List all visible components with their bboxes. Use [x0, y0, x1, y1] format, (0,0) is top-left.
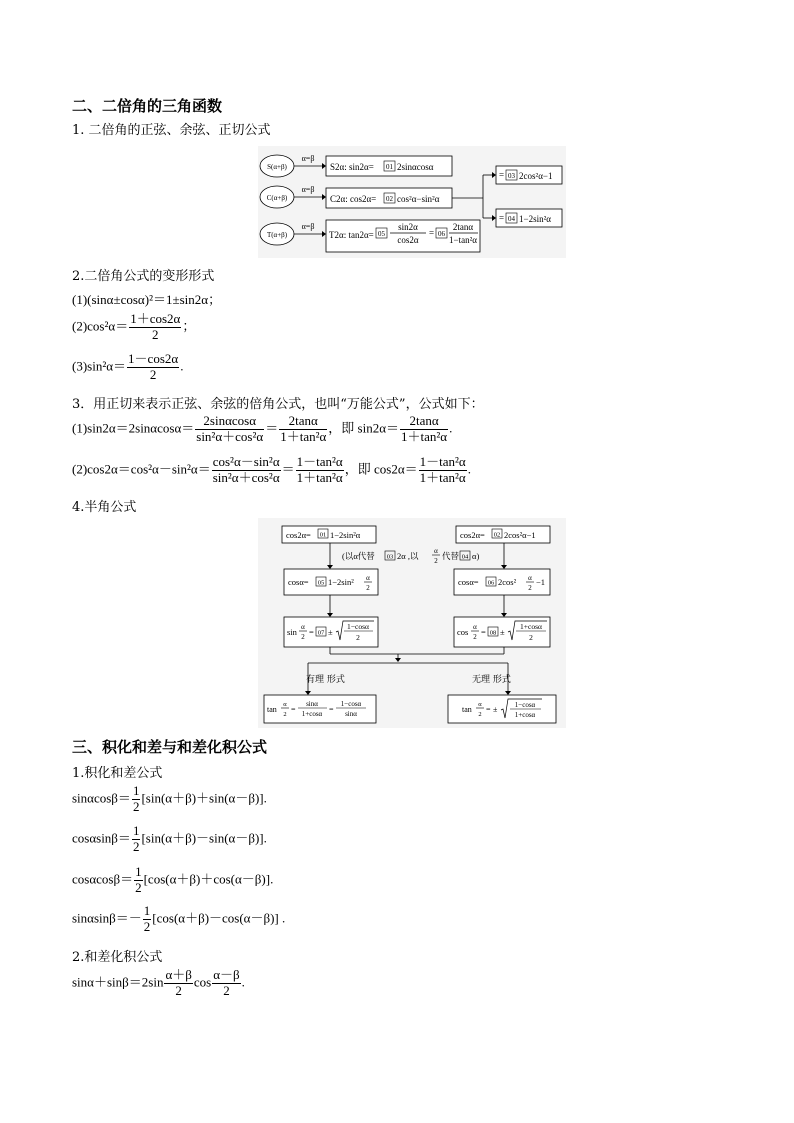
half-blank-03: 03: [386, 553, 394, 561]
rational-form-label: 有理 形式: [306, 675, 345, 685]
half-blank-05: 05: [317, 579, 325, 587]
tan-r-pm: ±: [493, 705, 498, 714]
blank-number-02: 02: [386, 195, 393, 203]
cos-double-value: cos²α−sin²α: [397, 194, 440, 204]
half-sin-num: α: [301, 623, 305, 631]
mid-right-prefix: cosα=: [458, 577, 479, 587]
mid-left-value: 1−2sin²: [328, 577, 354, 587]
sin-double-prefix: S2α: sin2α=: [330, 162, 374, 172]
right-box-1-eq: =: [499, 170, 505, 180]
formula-universal-sin: (1)sin2α＝2sinαcosα＝ $\frac{2\sin\alpha\cos\alpha}{\text{sin²α＋cos²α}}$ ＝ $\frac{2\tan\alpha}{\text{1＋tan²α}}$ ，即 sin2α＝ $\frac{2\tan\alpha}{\text{1＋tan²α}}$ .: [72, 413, 453, 444]
paragraph-half-angle: 4.半角公式: [72, 500, 137, 515]
arrow-label-1: α=β: [301, 154, 315, 163]
tan-r-half-num: α: [478, 701, 482, 708]
formula-product-3: cosαcosβ＝ $\frac{1}{2}$ [cos(α＋β)＋cos(α－β)].: [72, 864, 274, 895]
formula-variant-1: (1)(sinα±cosα)²＝1±sin2α；: [72, 292, 222, 307]
half-blank-07: 07: [317, 629, 325, 637]
section-title-double-angle: 二、二倍角的三角函数: [72, 97, 223, 115]
half-sin-root-num: 1−cosα: [347, 622, 369, 631]
half-blank-08: 08: [489, 629, 497, 637]
tan-l-eq2: =: [329, 705, 334, 714]
tan-frac2-den: 1−tan²α: [449, 235, 477, 245]
replace-c: 代替: [442, 551, 460, 561]
sin-double-value: 2sinαcosα: [397, 162, 434, 172]
half-blank-06: 06: [487, 579, 495, 587]
top-left-value: 1−2sin²α: [330, 530, 361, 540]
blank-number-03: 03: [508, 172, 515, 180]
half-blank-04: 04: [461, 553, 469, 561]
formula-product-4: sinαsinβ＝－ $\frac{1}{2}$ [cos(α＋β)－cos(α－β)] .: [72, 903, 286, 934]
half-sin-root-den: 2: [356, 633, 360, 642]
formula-variant-3: (3)sin²α＝ $\frac{1-\cos 2\alpha}{2}$ .: [72, 351, 184, 382]
tan-equals: =: [429, 228, 435, 238]
right-box-2-eq: =: [499, 213, 505, 223]
top-right-prefix: cos2α=: [460, 530, 485, 540]
tan-l-eq1: =: [291, 705, 296, 714]
arrow-label-2: α=β: [301, 185, 315, 194]
tan-r-num: 1−cosα: [514, 701, 536, 709]
paragraph-sum-to-product: 2.和差化积公式: [72, 950, 163, 965]
half-sin-den: 2: [301, 633, 305, 641]
formula-variant-2: (2)cos²α＝ $\frac{1+\cos 2\alpha}{2}$ ；: [72, 311, 196, 342]
blank-number-01: 01: [386, 163, 393, 171]
mid-right-value: 2cos²: [498, 577, 517, 587]
replace-b: 2α ,以: [397, 551, 419, 561]
c-node-label: C(α+β): [266, 194, 288, 202]
half-cos-num: α: [473, 623, 477, 631]
s-node-label: S(α+β): [267, 163, 287, 171]
formula-product-1: sinαcosβ＝ $\frac{1}{2}$ [sin(α＋β)＋sin(α－β)].: [72, 783, 267, 814]
half-sin-label: sin: [287, 627, 297, 637]
mid-left-half-den: 2: [366, 584, 370, 592]
paragraph-double-angle-formulas: 1. 二倍角的正弦、余弦、正切公式: [72, 123, 271, 138]
blank-number-04: 04: [508, 215, 515, 223]
tan-double-prefix: T2α: tan2α=: [329, 230, 374, 240]
tan-r-den: 1+cosα: [514, 711, 536, 719]
replace-d: α): [472, 551, 480, 561]
double-angle-diagram: [258, 146, 566, 258]
half-cos-den: 2: [473, 633, 477, 641]
half-sin-pm: ±: [328, 627, 333, 637]
blank-number-05: 05: [378, 230, 385, 238]
cos-result-2-value: 1−2sin²α: [519, 214, 551, 224]
mid-left-prefix: cosα=: [288, 577, 309, 587]
arrow-label-3: α=β: [301, 222, 315, 231]
tan-l-half-den: 2: [283, 711, 287, 718]
blank-number-06: 06: [438, 230, 445, 238]
tan-frac1-den: cos2α: [397, 235, 419, 245]
replace-frac-num: α: [434, 547, 438, 555]
mid-right-tail: −1: [536, 577, 546, 587]
tan-l-label: tan: [267, 705, 277, 714]
mid-left-half-num: α: [366, 574, 370, 582]
cos-result-1-value: 2cos²α−1: [519, 171, 553, 181]
tan-frac1-num: sin2α: [398, 222, 418, 232]
t-node-label: T(α+β): [266, 231, 288, 239]
tan-frac2-num: 2tanα: [452, 222, 474, 232]
mid-right-half-den: 2: [528, 584, 532, 592]
formula-sum-to-product-1: sinα＋sinβ＝2sin $\frac{\alpha+\beta}{2}$ cos $\frac{\alpha-\beta}{2}$ .: [72, 967, 245, 998]
half-cos-eq: =: [481, 627, 486, 637]
tan-l-b-den: sinα: [345, 710, 357, 718]
irrational-form-label: 无理 形式: [472, 675, 511, 685]
half-blank-01: 01: [319, 531, 327, 539]
tan-l-half-num: α: [283, 701, 287, 708]
paragraph-product-to-sum: 1.积化和差公式: [72, 766, 163, 781]
half-cos-root-den: 2: [529, 633, 533, 642]
formula-product-2: cosαsinβ＝ $\frac{1}{2}$ [sin(α＋β)－sin(α－β)].: [72, 823, 267, 854]
top-left-prefix: cos2α=: [286, 530, 311, 540]
mid-right-half-num: α: [528, 574, 532, 582]
tan-l-a-num: sinα: [306, 700, 318, 708]
tan-l-a-den: 1+cosα: [301, 710, 323, 718]
section-title-product-sum: 三、积化和差与和差化积公式: [72, 738, 268, 756]
cos-double-prefix: C2α: cos2α=: [330, 194, 377, 204]
paragraph-universal-formula: 3．用正切来表示正弦、余弦的倍角公式，也叫“万能公式”，公式如下：: [72, 397, 484, 412]
half-cos-root-num: 1+cosα: [520, 622, 542, 631]
tan-r-eq: =: [486, 705, 491, 714]
tan-r-label: tan: [462, 705, 472, 714]
replace-frac-den: 2: [434, 557, 438, 565]
half-angle-diagram: [258, 518, 566, 728]
half-cos-pm: ±: [500, 627, 505, 637]
tan-r-half-den: 2: [478, 711, 482, 718]
half-cos-label: cos: [457, 627, 469, 637]
replace-a: (以α代替: [342, 551, 375, 561]
paragraph-variants: 2.二倍角公式的变形形式: [72, 269, 215, 284]
top-right-value: 2cos²α−1: [504, 530, 536, 540]
half-blank-02: 02: [493, 531, 501, 539]
tan-l-b-num: 1−cosα: [340, 700, 362, 708]
half-sin-eq: =: [309, 627, 314, 637]
formula-universal-cos: (2)cos2α＝cos²α－sin²α＝ $\frac{\text{cos²α－sin²α}}{\text{sin²α＋cos²α}}$ ＝ $\frac{\text{1－tan²α}}{\text{1＋tan²α}}$ ，即 cos2α＝ $\frac{\text{1－tan²α}}{\text{1＋tan²α}}$ .: [72, 454, 471, 485]
